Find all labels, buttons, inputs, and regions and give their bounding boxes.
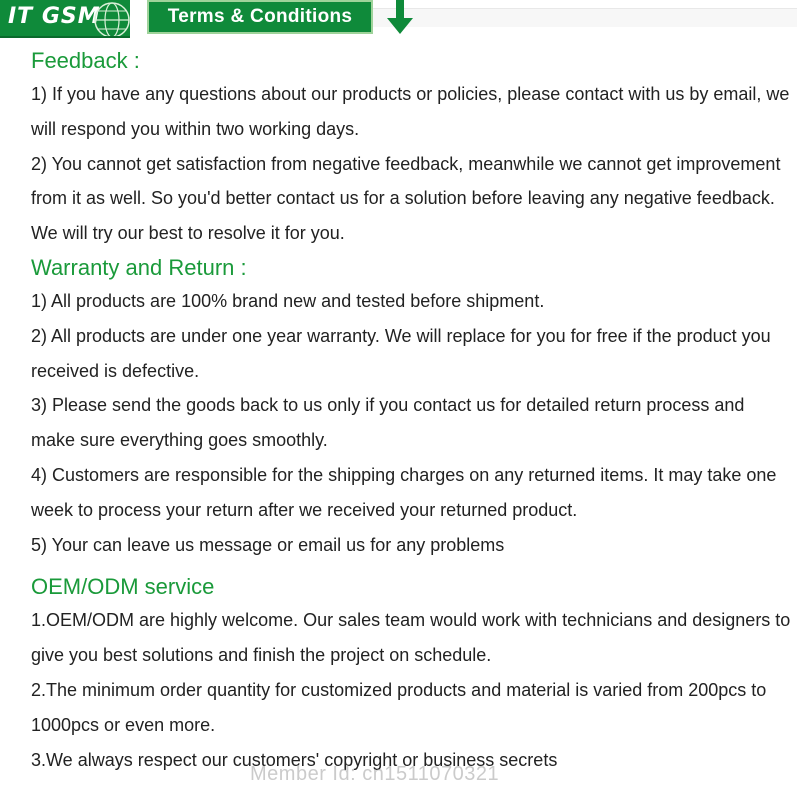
section-title-warranty: Warranty and Return :: [31, 254, 247, 280]
section-title-oem: OEM/ODM service: [31, 574, 215, 600]
globe-icon: [88, 0, 130, 36]
oem-item: 1.OEM/ODM are highly welcome. Our sales team would work with technicians and designers to give you best solutions and finish the project on schedule.: [31, 610, 791, 666]
header-strip: [373, 8, 797, 27]
section-gap: [31, 562, 791, 570]
member-watermark: Member Id: cn1511070321: [250, 763, 500, 785]
page-title: Terms & Conditions: [147, 0, 373, 34]
warranty-item: 3) Please send the goods back to us only if you contact us for detailed return process and make sure everything goes smoothly.: [31, 395, 745, 451]
warranty-item: 1) All products are 100% brand new and tested before shipment.: [31, 290, 545, 311]
logo-text: IT GSM: [8, 4, 101, 29]
header-banner: [0, 0, 797, 40]
oem-item: 3.We always respect our customers' copyright or business secrets: [31, 749, 558, 770]
warranty-item: 5) Your can leave us message or email us for any problems: [31, 534, 505, 555]
warranty-item: 4) Customers are responsible for the shipping charges on any returned items. It may take one week to process your return after we received your returned product.: [31, 464, 777, 520]
terms-content: [31, 44, 791, 777]
down-arrow-icon: [386, 0, 414, 36]
feedback-item: 1) If you have any questions about our products or policies, please contact with us by email, we will respond you within two working days.: [31, 84, 790, 139]
feedback-item: 2) You cannot get satisfaction from negative feedback, meanwhile we cannot get improvement from it as well. So you'd better contact us for a solution before leaving any negative feedback. We will try our best to resolve it for you.: [31, 153, 781, 244]
warranty-item: 2) All products are under one year warranty. We will replace for you for free if the product you received is defective.: [31, 325, 771, 381]
section-title-feedback: Feedback :: [31, 48, 140, 73]
brand-logo: [0, 0, 130, 38]
oem-item: 2.The minimum order quantity for customized products and material is varied from 200pcs to 1000pcs or even more.: [31, 679, 767, 735]
